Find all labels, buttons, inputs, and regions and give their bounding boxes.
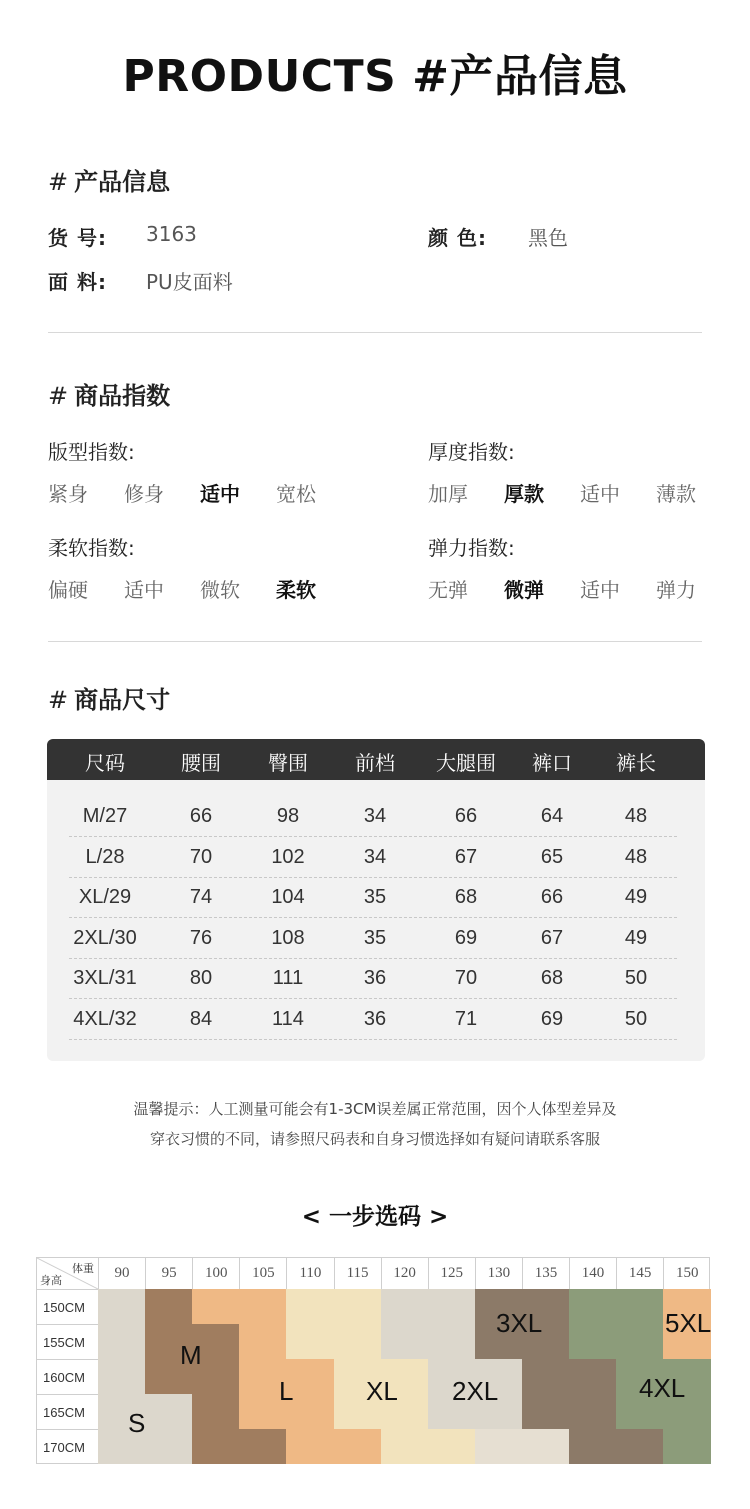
table-cell: 4XL/32 bbox=[73, 1007, 137, 1030]
size-chart-cell bbox=[522, 1429, 570, 1464]
size-chart-cell bbox=[381, 1324, 429, 1359]
table-cell: 80 bbox=[189, 967, 213, 989]
heading-text: 产品信息 bbox=[74, 168, 171, 196]
size-col-header: 前档 bbox=[355, 751, 395, 775]
table-cell: 70 bbox=[189, 845, 213, 868]
table-cell: 74 bbox=[189, 886, 213, 908]
fit-index-label: 版型指数: bbox=[48, 440, 135, 464]
fit-index-options bbox=[48, 478, 352, 507]
row-divider bbox=[69, 1039, 677, 1040]
table-cell: 66 bbox=[189, 805, 213, 827]
tip-line-1: 温馨提示：人工测量可能会有1-3CM误差属正常范围，因个人体型差异及 bbox=[133, 1100, 617, 1118]
index-option: 适中 bbox=[124, 578, 164, 602]
index-option: 无弹 bbox=[428, 578, 468, 602]
weight-header: 150 bbox=[663, 1258, 710, 1289]
height-label: 155CM bbox=[37, 1324, 98, 1359]
weight-header: 100 bbox=[192, 1258, 239, 1289]
table-cell: 64 bbox=[540, 805, 564, 827]
table-cell: 49 bbox=[624, 926, 648, 949]
size-chart-cell bbox=[663, 1429, 711, 1464]
weight-axis-label: 体重 bbox=[72, 1262, 94, 1275]
index-option: 适中 bbox=[580, 482, 620, 506]
weight-header: 135 bbox=[522, 1258, 569, 1289]
size-col-header: 腰围 bbox=[181, 751, 221, 775]
heading-text: 商品指数 bbox=[74, 382, 171, 410]
table-cell: M/27 bbox=[82, 805, 128, 827]
size-chart-cell bbox=[239, 1429, 287, 1464]
table-cell: 50 bbox=[624, 967, 648, 989]
size-chart-cell bbox=[334, 1429, 382, 1464]
size-col-header: 裤口 bbox=[532, 751, 572, 775]
size-chart-cell bbox=[334, 1289, 382, 1324]
table-row bbox=[47, 959, 705, 999]
size-chart-cell bbox=[569, 1324, 617, 1359]
index-option: 厚款 bbox=[504, 482, 544, 506]
size-chart-cell bbox=[522, 1394, 570, 1429]
table-cell: 34 bbox=[363, 805, 387, 827]
thickness-index-label: 厚度指数: bbox=[428, 440, 515, 464]
size-chart-cell bbox=[239, 1289, 287, 1324]
weight-header: 90 bbox=[98, 1258, 145, 1289]
index-option: 微软 bbox=[200, 578, 240, 602]
table-row bbox=[47, 797, 705, 837]
size-chart-label: XL bbox=[366, 1376, 398, 1406]
heading-hash: # bbox=[48, 686, 69, 714]
size-chart-label: 4XL bbox=[639, 1373, 686, 1403]
size-chart-grid bbox=[36, 1257, 710, 1464]
table-cell: 102 bbox=[271, 845, 305, 868]
index-option: 适中 bbox=[580, 578, 620, 602]
size-chart-cell bbox=[239, 1324, 287, 1359]
indices-heading bbox=[48, 376, 170, 411]
table-cell: 50 bbox=[624, 1007, 648, 1030]
size-chart-cell bbox=[616, 1429, 664, 1464]
size-col-header: 裤长 bbox=[616, 751, 656, 775]
heading-hash: # bbox=[48, 168, 69, 196]
elasticity-index-label: 弹力指数: bbox=[428, 536, 515, 560]
size-chart-cell bbox=[616, 1324, 664, 1359]
size-chart-cell bbox=[475, 1429, 523, 1464]
size-chart-cell bbox=[381, 1289, 429, 1324]
index-option: 柔软 bbox=[276, 578, 316, 602]
fabric-value: PU皮面料 bbox=[146, 270, 233, 294]
table-row bbox=[47, 878, 705, 918]
page-title: PRODUCTS #产品信息 bbox=[122, 51, 628, 102]
softness-index-label: 柔软指数: bbox=[48, 536, 135, 560]
table-cell: 3XL/31 bbox=[73, 967, 137, 989]
table-row bbox=[47, 838, 705, 878]
size-table-header bbox=[47, 739, 705, 780]
size-chart-cell bbox=[381, 1429, 429, 1464]
size-chart-cell bbox=[522, 1359, 570, 1394]
table-cell: 48 bbox=[624, 805, 648, 827]
table-row bbox=[47, 919, 705, 959]
table-cell: L/28 bbox=[85, 845, 125, 868]
table-cell: 2XL/30 bbox=[73, 926, 137, 949]
weight-header: 115 bbox=[334, 1258, 381, 1289]
index-option: 加厚 bbox=[428, 482, 468, 506]
table-cell: 108 bbox=[271, 926, 305, 949]
index-option: 修身 bbox=[124, 482, 164, 506]
table-cell: 104 bbox=[271, 886, 305, 908]
thickness-index-options bbox=[428, 478, 732, 507]
table-cell: 111 bbox=[272, 967, 304, 989]
size-chart-cell bbox=[286, 1429, 334, 1464]
table-cell: 68 bbox=[540, 967, 564, 989]
table-cell: 65 bbox=[540, 845, 564, 868]
size-chart-cell bbox=[192, 1289, 240, 1324]
size-col-header: 大腿围 bbox=[436, 751, 496, 775]
weight-header: 95 bbox=[145, 1258, 192, 1289]
heading-text: 商品尺寸 bbox=[74, 686, 171, 714]
size-chart-cell bbox=[286, 1359, 334, 1394]
table-row bbox=[47, 1000, 705, 1040]
size-chart-cell bbox=[286, 1289, 334, 1324]
color-label: 颜 色: bbox=[428, 226, 487, 250]
table-cell: 66 bbox=[454, 805, 478, 827]
size-col-header: 臀围 bbox=[268, 751, 308, 775]
index-option: 偏硬 bbox=[48, 578, 88, 602]
size-chart-cell bbox=[145, 1429, 193, 1464]
table-cell: 68 bbox=[454, 886, 478, 908]
size-chart-cell bbox=[569, 1359, 617, 1394]
table-cell: 70 bbox=[454, 967, 478, 989]
table-cell: 69 bbox=[540, 1007, 564, 1030]
size-chart-cell bbox=[286, 1324, 334, 1359]
size-chart-cell bbox=[145, 1289, 193, 1324]
size-chart-cell bbox=[334, 1324, 382, 1359]
size-chart-cell bbox=[98, 1359, 146, 1394]
grid-corner bbox=[37, 1258, 98, 1289]
size-chart-label: 3XL bbox=[496, 1308, 543, 1338]
color-value: 黑色 bbox=[528, 226, 568, 250]
fabric-label: 面 料: bbox=[48, 270, 107, 294]
size-chart-cell bbox=[192, 1394, 240, 1429]
table-cell: 114 bbox=[272, 1007, 304, 1030]
weight-header: 130 bbox=[475, 1258, 522, 1289]
size-chart-cell bbox=[569, 1429, 617, 1464]
table-cell: 98 bbox=[276, 805, 300, 827]
size-chart-cell bbox=[569, 1289, 617, 1324]
tip-line-2: 穿衣习惯的不同，请参照尺码表和自身习惯选择如有疑问请联系客服 bbox=[149, 1130, 600, 1148]
size-chart-cell bbox=[428, 1429, 476, 1464]
table-cell: 84 bbox=[189, 1007, 213, 1030]
size-chart-cell bbox=[286, 1394, 334, 1429]
weight-header: 140 bbox=[569, 1258, 616, 1289]
size-chart-label: L bbox=[279, 1376, 294, 1406]
item-no-label: 货 号: bbox=[48, 226, 107, 250]
weight-header: 105 bbox=[239, 1258, 286, 1289]
elasticity-index-options bbox=[428, 574, 732, 603]
height-axis-label: 身高 bbox=[40, 1274, 62, 1287]
size-chart-cell bbox=[428, 1324, 476, 1359]
weight-header: 125 bbox=[428, 1258, 475, 1289]
size-chart-cell bbox=[569, 1394, 617, 1429]
table-cell: 34 bbox=[363, 845, 387, 868]
table-cell: 69 bbox=[454, 926, 478, 949]
weight-header: 145 bbox=[616, 1258, 663, 1289]
size-heading bbox=[48, 680, 170, 715]
item-no-value: 3163 bbox=[146, 222, 197, 246]
size-chart-cell bbox=[428, 1289, 476, 1324]
index-option: 适中 bbox=[200, 482, 240, 506]
height-label: 150CM bbox=[37, 1289, 98, 1324]
size-chart-cell bbox=[98, 1289, 146, 1324]
table-cell: XL/29 bbox=[78, 886, 132, 908]
weight-header: 110 bbox=[286, 1258, 333, 1289]
heading-hash: # bbox=[48, 382, 69, 410]
table-cell: 35 bbox=[363, 926, 387, 949]
size-chart-label: S bbox=[128, 1408, 146, 1438]
index-option: 紧身 bbox=[48, 482, 88, 506]
size-chart-label: 2XL bbox=[452, 1376, 499, 1406]
table-cell: 71 bbox=[454, 1007, 478, 1030]
table-cell: 48 bbox=[624, 845, 648, 868]
weight-header: 120 bbox=[381, 1258, 428, 1289]
table-cell: 66 bbox=[540, 886, 564, 908]
table-cell: 35 bbox=[363, 886, 387, 908]
size-chart-cell bbox=[616, 1289, 664, 1324]
divider bbox=[48, 332, 702, 333]
table-cell: 67 bbox=[540, 926, 564, 949]
index-option: 弹力 bbox=[656, 578, 696, 602]
height-label: 165CM bbox=[37, 1394, 98, 1429]
size-chart-label: M bbox=[180, 1340, 202, 1370]
index-option: 微弹 bbox=[504, 578, 544, 602]
index-option: 宽松 bbox=[276, 482, 316, 506]
table-cell: 49 bbox=[624, 886, 648, 908]
height-label: 170CM bbox=[37, 1429, 98, 1464]
size-chart-cell bbox=[145, 1394, 193, 1429]
product-info-heading bbox=[48, 162, 170, 197]
table-cell: 36 bbox=[363, 967, 387, 989]
size-table bbox=[47, 739, 705, 1061]
size-chart-cell bbox=[192, 1429, 240, 1464]
size-col-header: 尺码 bbox=[85, 751, 125, 775]
softness-index-options bbox=[48, 574, 352, 603]
index-option: 薄款 bbox=[656, 482, 696, 506]
size-chart-title: < 一步选码 > bbox=[301, 1204, 449, 1230]
size-chart-cell bbox=[98, 1324, 146, 1359]
table-cell: 67 bbox=[454, 845, 478, 868]
height-label: 160CM bbox=[37, 1359, 98, 1394]
table-cell: 36 bbox=[363, 1007, 387, 1030]
table-cell: 76 bbox=[189, 926, 213, 949]
size-chart-label: 5XL bbox=[665, 1308, 712, 1338]
divider bbox=[48, 641, 702, 642]
